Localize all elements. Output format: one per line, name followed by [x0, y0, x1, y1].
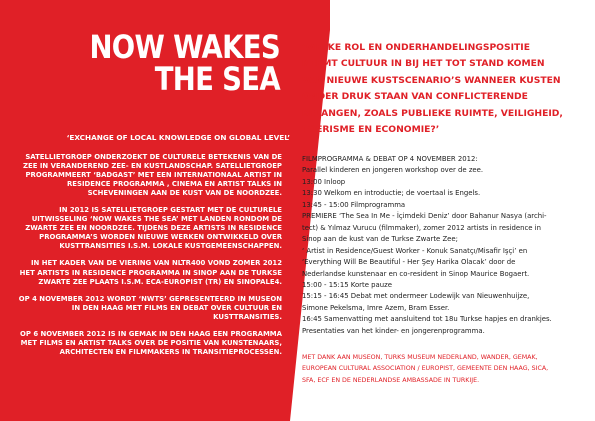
quote-line: BELANGEN, ZOALS PUBLIEKE RUIMTE, VEILIGHEID, — [302, 107, 563, 119]
left-paragraph: OP 6 NOVEMBER 2012 IS IN GEMAK IN DEN HAAG EEN PROGRAMMA MET FILMS EN ARTIST TALKS OVER DE POSITIE VAN KUNSTENAARS, ARCHITECTEN EN FILMMAKERS IN TRANSITIEPROCESSEN. — [20, 329, 282, 356]
credit-line: SFA, ECF EN DE NEDERLANDSE AMBASSADE IN TURKIJE. — [302, 376, 480, 384]
program-line: FILMPROGRAMMA & DEBAT OP 4 NOVEMBER 2012: — [302, 155, 478, 163]
left-paragraph: SATELLIETGROEP ONDERZOEKT DE CULTURELE BETEKENIS VAN DE ZEE IN VERANDEREND ZEE- EN KUSTLANDSCHAP. SATELLIETGROEP PROGRAMMEERT ‘BADGAST’ MET EEN INTERNATIONAAL ARTIST IN RESIDENCE PROGRAMMA , CINEMA EN ARTIST TALKS IN SCHEVENINGEN AAN DE KUST VAN DE NOORDZEE. — [23, 153, 282, 198]
credit-line: EUROPEAN CULTURAL ASSOCIATION / EUROPIST, GEMEENTE DEN HAAG, SICA, — [302, 365, 549, 373]
program-line: Parallel kinderen en jongeren workshop over de zee. — [302, 166, 484, 175]
quote-line: NEEMT CULTUUR IN BIJ HET TOT STAND KOMEN — [302, 58, 545, 70]
left-body-text — [16, 153, 282, 365]
subtitle: ‘EXCHANGE OF LOCAL KNOWLEDGE ON GLOBAL LEVEL’ — [66, 133, 290, 142]
quote-line: ONDER DRUK STAAN VAN CONFLICTERENDE — [302, 91, 528, 103]
left-paragraph: IN HET KADER VAN DE VIERING VAN NLTR400 VOND ZOMER 2012 HET ARTISTS IN RESIDENCE PROGRAMMA IN SINOP AAN DE TURKSE ZWARTE ZEE PLAATS I.S.M. ECA-EUROPIST (TR) EN SINOPALE4. — [19, 259, 282, 286]
program-line: 16:45 Samenvatting met aansluitend tot 18u Turkse hapjes en drankjes. — [302, 315, 552, 324]
quote-block — [302, 40, 586, 138]
program-line: ‘ Artist in Residence/Guest Worker - Konuk Sanatçı/Misafir Işçi’ en — [302, 246, 528, 255]
program-line: ‘Everything Will Be Beautiful - Her Şey Harika Olacak’ door de — [302, 258, 516, 267]
left-paragraph: OP 4 NOVEMBER 2012 WORDT ‘NWTS’ GEPRESENTEERD IN MUSEON IN DEN HAAG MET FILMS EN DEBAT OVER CULTUUR EN KUSTTRANSITIES. — [18, 294, 282, 321]
title-line-2: THE SEA — [154, 60, 280, 98]
program-line: tect) & Yılmaz Vurucu (filmmaker), zomer 2012 artists in residence in — [302, 223, 541, 232]
program-line: 13:00 Inloop — [302, 177, 346, 186]
credits — [302, 352, 586, 386]
left-paragraph: IN 2012 IS SATELLIETGROEP GESTART MET DE CULTURELE UITWISSELING ‘NOW WAKES THE SEA’ MET LANDEN RONDOM DE ZWARTE ZEE EN NOORDZEE. TIJDENS DEZE ARTISTS IN RESIDENCE PROGRAMMA’S WORDEN NIEUWE WERKEN ONTWIKKELD OVER KUSTTRANSITIES I.S.M. LOKALE KUSTGEMEENSCHAPPEN. — [25, 206, 282, 251]
program-line: PREMIERE ‘The Sea In Me - İçimdeki Deniz’ door Bahanur Nasya (archi- — [302, 212, 547, 221]
program-line: Sinop aan de kust van de Turkse Zwarte Zee; — [302, 235, 458, 244]
program-line: Simone Pekelsma, Imre Azem, Bram Esser. — [302, 303, 450, 312]
program-line: Nederlandse kunstenaar en co-resident in Sinop Maurice Bogaert. — [302, 269, 530, 278]
quote-line: TOERISME EN ECONOMIE?’ — [302, 124, 440, 136]
program-line: 13:30 Welkom en introductie; de voertaal is Engels. — [302, 189, 481, 198]
quote-line: ‘WELKE ROL EN ONDERHANDELINGSPOSITIE — [302, 42, 530, 53]
credit-line: MET DANK AAN MUSEON, TURKS MUSEUM NEDERLAND, WANDER, GEMAK, — [302, 354, 538, 361]
quote-line: VAN NIEUWE KUSTSCENARIO’S WANNEER KUSTEN — [302, 74, 561, 86]
program-line: 15:00 - 15:15 Korte pauze — [302, 280, 392, 289]
program-line: 15:15 - 16:45 Debat met ondermeer Lodewijk van Nieuwenhuijze, — [302, 292, 530, 301]
program-schedule — [302, 154, 586, 337]
title-line-1: NOW WAKES — [89, 28, 280, 66]
page-title — [68, 28, 280, 98]
program-line: Presentaties van het kinder- en jongerenprogramma. — [302, 326, 485, 335]
program-line: 13:45 - 15:00 Filmprogramma — [302, 200, 406, 209]
